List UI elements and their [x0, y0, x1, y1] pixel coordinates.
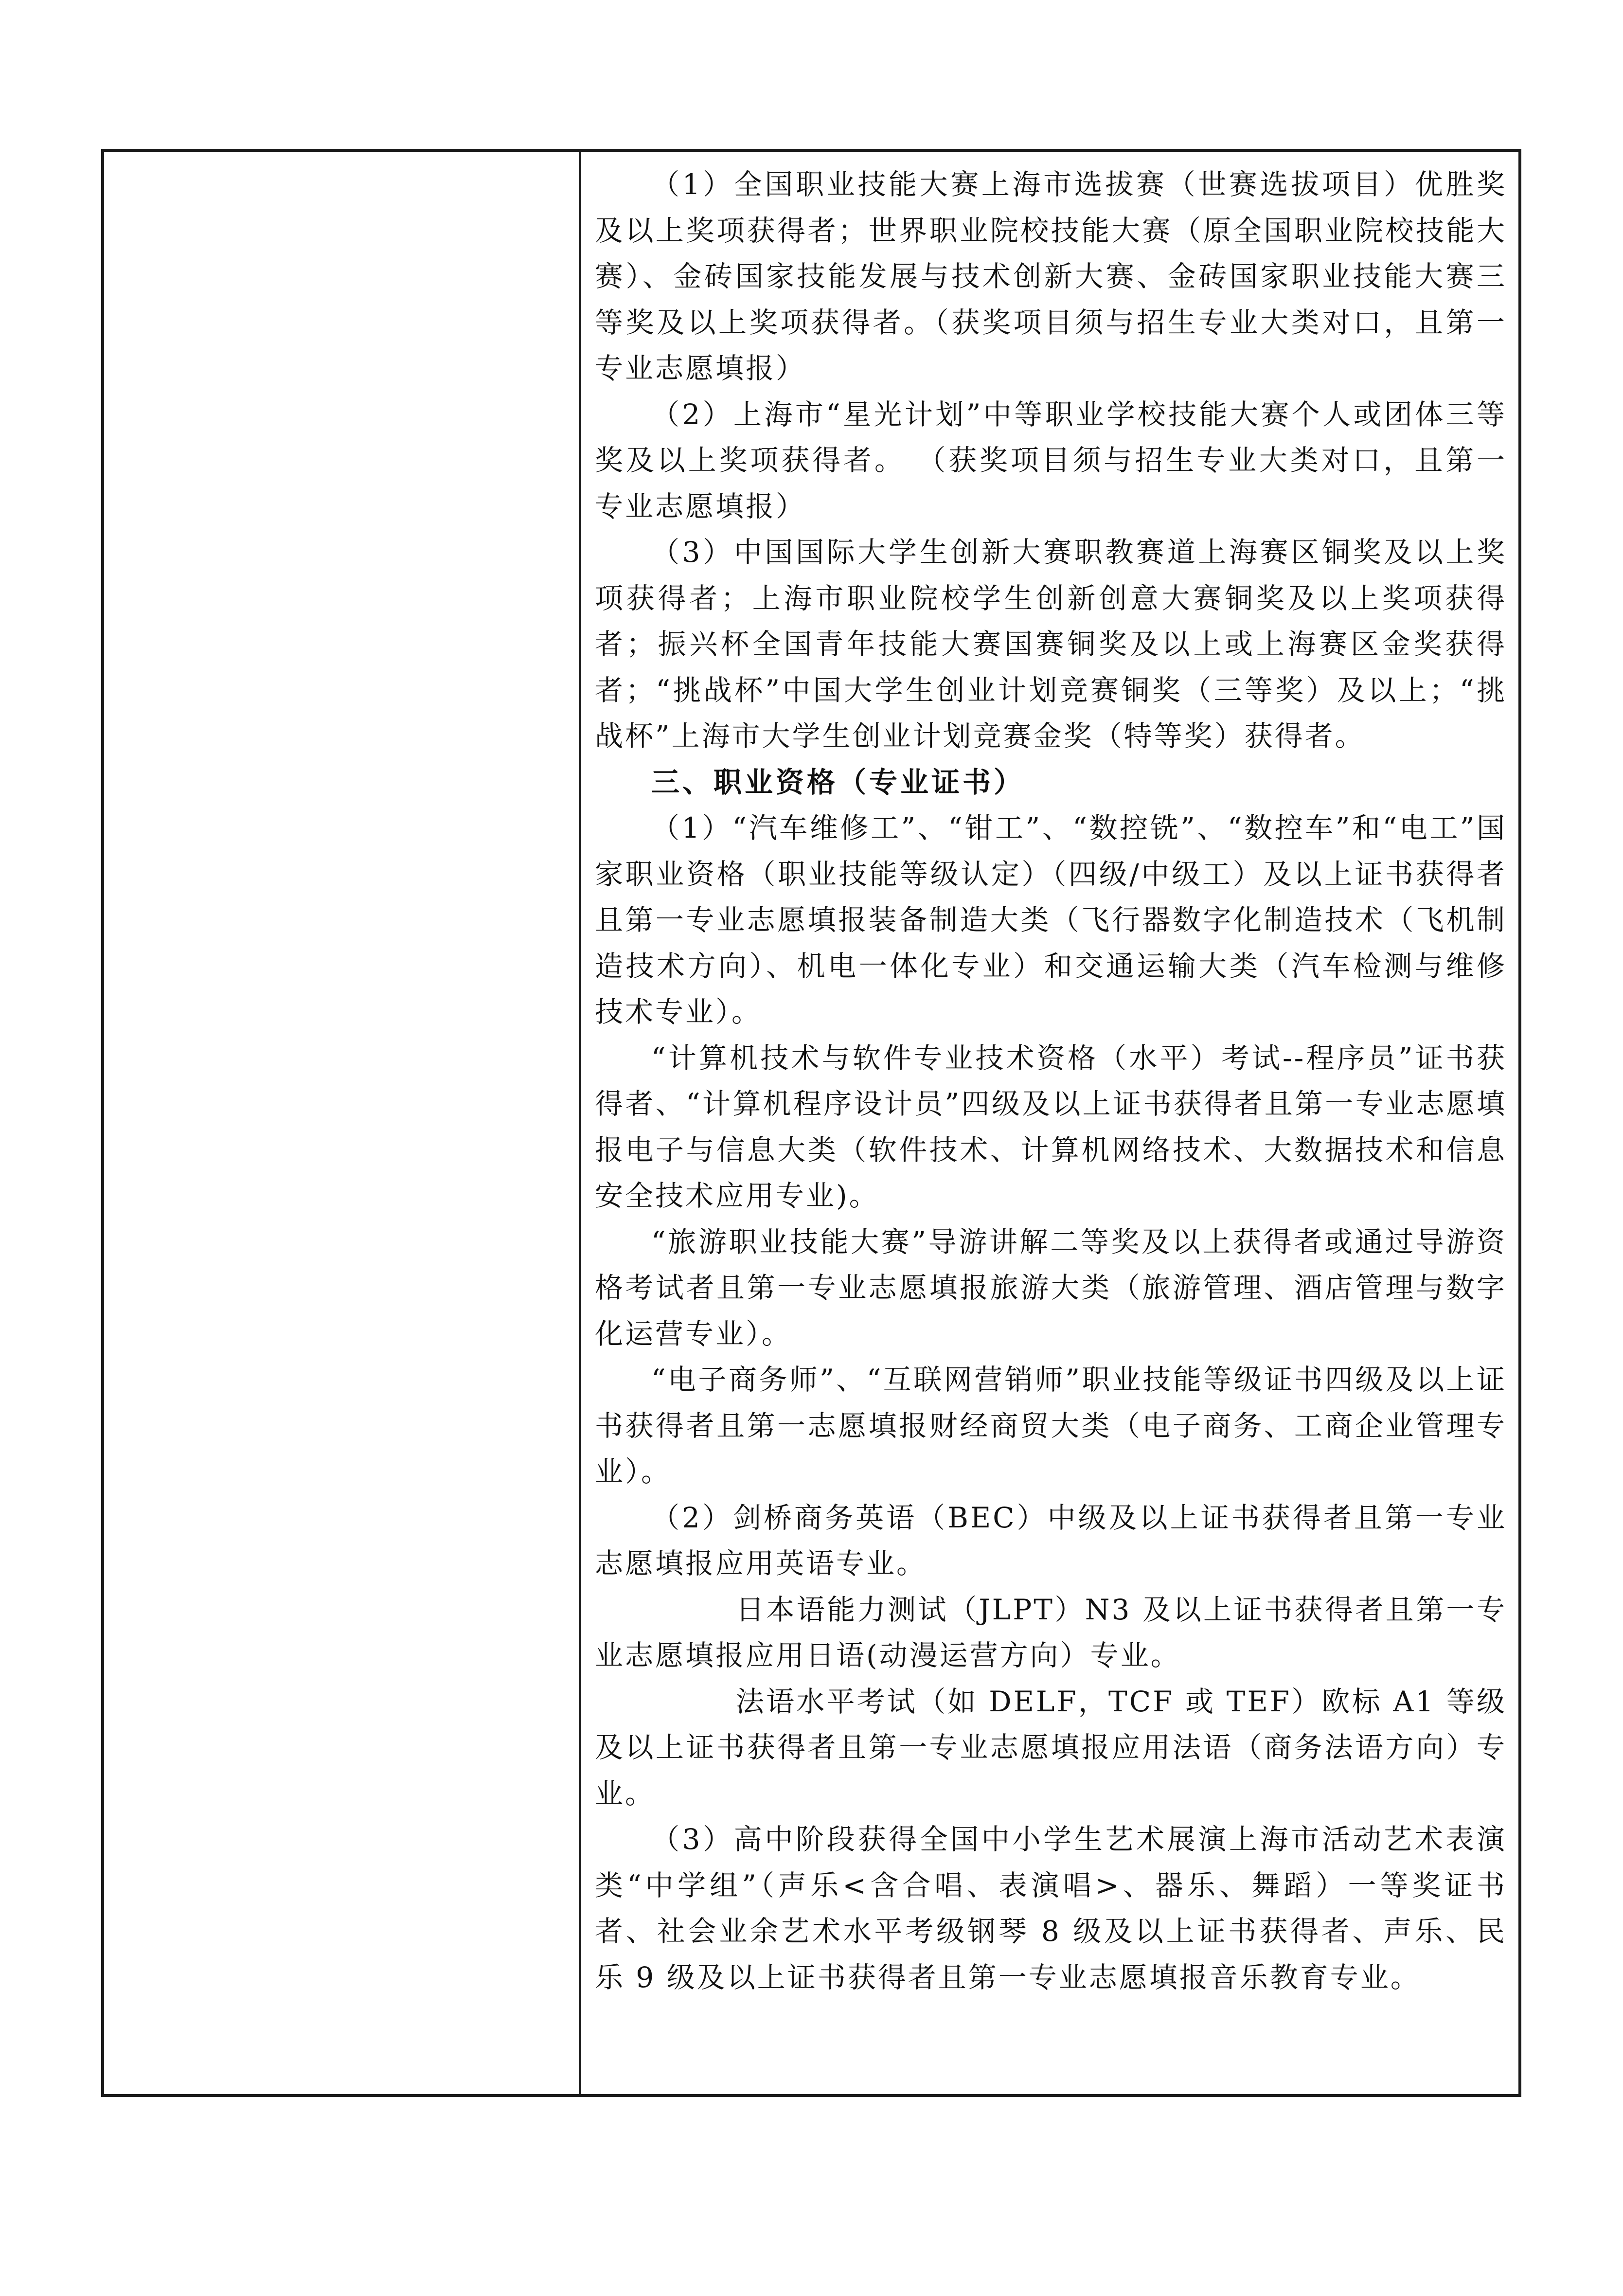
paragraph-cert-vocational: （1）“汽车维修工”、“钳工”、“数控铣”、“数控车”和“电工”国家职业资格（职业技能等级认定）（四级/中级工）及以上证书获得者且第一专业志愿填报装备制造大类（飞行器数字化制造技术（飞机制造技术方向）、机电一体化专业）和交通运输大类（汽车检测与维修技术专业）。 [595, 811, 1507, 1028]
document-table [101, 149, 1521, 2097]
paragraph-cert-arts: （3）高中阶段获得全国中小学生艺术展演上海市活动艺术表演类“中学组”（声乐<含合唱、表演唱>、器乐、舞蹈）一等奖证书者、社会业余艺术水平考级钢琴 8 级及以上证书获得者、声乐、民乐 9 级及以上证书获得者且第一专业志愿填报音乐教育专业。 [595, 1823, 1507, 1994]
paragraph-cert-bec: （2）剑桥商务英语（BEC）中级及以上证书获得者且第一专业志愿填报应用英语专业。 [595, 1501, 1507, 1580]
table-right-cell [581, 152, 1518, 2094]
section-heading-qualifications: 三、职业资格（专业证书） [651, 765, 1025, 799]
paragraph-award-innovation: （3）中国国际大学生创新大赛职教赛道上海赛区铜奖及以上奖项获得者；上海市职业院校学生创新创意大赛铜奖及以上奖项获得者；振兴杯全国青年技能大赛国赛铜奖及以上或上海赛区金奖获得者；“挑战杯”中国大学生创业计划竞赛铜奖（三等奖）及以上；“挑战杯”上海市大学生创业计划竞赛金奖（特等奖）获得者。 [595, 536, 1507, 753]
paragraph-award-starlight: （2）上海市“星光计划”中等职业学校技能大赛个人或团体三等奖及以上奖项获得者。 （获奖项目须与招生专业大类对口，且第一专业志愿填报） [595, 397, 1507, 523]
table-left-cell [104, 152, 581, 2094]
paragraph-award-national-skills: （1）全国职业技能大赛上海市选拔赛（世赛选拔项目）优胜奖及以上奖项获得者；世界职业院校技能大赛（原全国职业院校技能大赛）、金砖国家技能发展与技术创新大赛、金砖国家职业技能大赛三等奖及以上奖项获得者。（获奖项目须与招生专业大类对口，且第一专业志愿填报） [595, 168, 1507, 385]
paragraph-cert-jlpt: 日本语能力测试（JLPT）N3 及以上证书获得者且第一专业志愿填报应用日语(动漫运营方向）专业。 [595, 1593, 1507, 1672]
paragraph-cert-computer: “计算机技术与软件专业技术资格（水平）考试--程序员”证书获得者、“计算机程序设计员”四级及以上证书获得者且第一专业志愿填报电子与信息大类（软件技术、计算机网络技术、大数据技术和信息安全技术应用专业)。 [595, 1041, 1507, 1212]
paragraph-cert-french: 法语水平考试（如 DELF，TCF 或 TEF）欧标 A1 等级及以上证书获得者且第一专业志愿填报应用法语（商务法语方向）专业。 [595, 1685, 1507, 1810]
paragraph-cert-tourism: “旅游职业技能大赛”导游讲解二等奖及以上获得者或通过导游资格考试者且第一专业志愿填报旅游大类（旅游管理、酒店管理与数字化运营专业）。 [595, 1225, 1507, 1350]
paragraph-cert-ecommerce: “电子商务师”、“互联网营销师”职业技能等级证书四级及以上证书获得者且第一志愿填报财经商贸大类（电子商务、工商企业管理专业）。 [595, 1363, 1507, 1488]
